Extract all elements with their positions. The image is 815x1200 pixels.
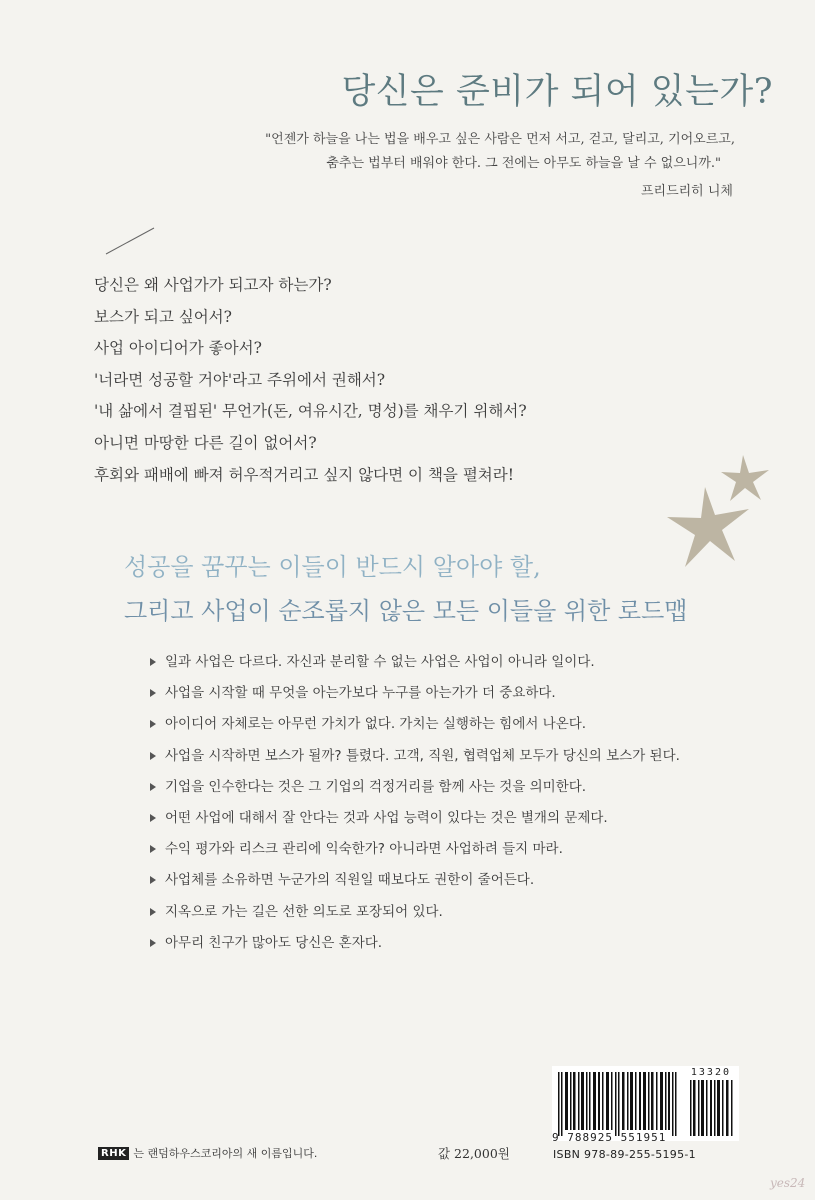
question-item: 후회와 패배에 빠져 허우적거리고 싶지 않다면 이 책을 펼쳐라! xyxy=(94,465,514,484)
small-star-icon xyxy=(721,455,769,501)
quote-line-2: 춤추는 법부터 배워야 한다. 그 전에는 아무도 하늘을 날 수 없으니까." xyxy=(326,156,721,171)
rhk-logo: RHK xyxy=(98,1147,129,1160)
question-list xyxy=(94,270,527,491)
question-item: '너라면 성공할 거야'라고 주위에서 권해서? xyxy=(94,370,386,389)
triangle-bullet-icon xyxy=(150,783,156,791)
quote-line-1: "언젠가 하늘을 나는 법을 배우고 싶은 사람은 먼저 서고, 걷고, 달리고, 기어오르고, xyxy=(265,132,735,147)
triangle-bullet-icon xyxy=(150,814,156,822)
question-item: 보스가 되고 싶어서? xyxy=(94,307,232,326)
triangle-bullet-icon xyxy=(150,689,156,697)
headline-line-1: 성공을 꿈꾸는 이들이 반드시 알아야 할, xyxy=(124,553,541,581)
bullet-item: 사업을 시작할 때 무엇을 아는가보다 누구를 아는가가 더 중요하다. xyxy=(150,678,680,709)
question-item: '내 삶에서 결핍된' 무언가(돈, 여유시간, 명성)를 채우기 위해서? xyxy=(94,402,527,421)
barcode-bars-icon xyxy=(556,1072,686,1136)
page-title: 당신은 준비가 되어 있는가? xyxy=(341,72,773,112)
publisher-text: 는 랜덤하우스코리아의 새 이름입니다. xyxy=(133,1147,318,1160)
bullet-item: 어떤 사업에 대해서 잘 안다는 것과 사업 능력이 있다는 것은 별개의 문제다. xyxy=(150,803,680,834)
question-item: 사업 아이디어가 좋아서? xyxy=(94,339,262,358)
price: 값 22,000원 xyxy=(438,1146,510,1161)
bullet-item: 사업을 시작하면 보스가 될까? 틀렸다. 고객, 직원, 협력업체 모두가 당신의 보스가 된다. xyxy=(150,741,680,772)
bullet-item: 사업체를 소유하면 누군가의 직원일 때보다도 권한이 줄어든다. xyxy=(150,865,680,896)
barcode-number: 9 788925 551951 xyxy=(552,1131,667,1144)
bullet-item: 일과 사업은 다르다. 자신과 분리할 수 없는 사업은 사업이 아니라 일이다. xyxy=(150,647,680,678)
watermark: yes24 xyxy=(770,1176,806,1190)
question-item: 당신은 왜 사업가가 되고자 하는가? xyxy=(94,276,332,294)
bullet-item: 아이디어 자체로는 아무런 가치가 없다. 가치는 실행하는 힘에서 나온다. xyxy=(150,709,680,740)
bullet-item: 아무리 친구가 많아도 당신은 혼자다. xyxy=(150,928,680,959)
publisher-note xyxy=(98,1145,317,1161)
addon-barcode-icon xyxy=(689,1080,735,1136)
headline xyxy=(124,545,687,633)
triangle-bullet-icon xyxy=(150,720,156,728)
isbn: ISBN 978-89-255-5195-1 xyxy=(553,1148,696,1161)
barcode xyxy=(552,1066,739,1141)
triangle-bullet-icon xyxy=(150,658,156,666)
nietzsche-quote xyxy=(150,128,735,204)
triangle-bullet-icon xyxy=(150,845,156,853)
addon-number: 13320 xyxy=(690,1067,731,1078)
question-item: 아니면 마땅한 다른 길이 없어서? xyxy=(94,433,317,452)
triangle-bullet-icon xyxy=(150,752,156,760)
triangle-bullet-icon xyxy=(150,908,156,916)
bullet-item: 기업을 인수한다는 것은 그 기업의 걱정거리를 함께 사는 것을 의미한다. xyxy=(150,772,680,803)
quote-author: 프리드리히 니체 xyxy=(640,184,733,199)
bullet-item: 지옥으로 가는 길은 선한 의도로 포장되어 있다. xyxy=(150,897,680,928)
headline-line-2: 그리고 사업이 순조롭지 않은 모든 이들을 위한 로드맵 xyxy=(124,597,688,625)
bullet-item: 수익 평가와 리스크 관리에 익숙한가? 아니라면 사업하려 들지 마라. xyxy=(150,834,680,865)
triangle-bullet-icon xyxy=(150,876,156,884)
triangle-bullet-icon xyxy=(150,939,156,947)
bullet-list xyxy=(150,647,680,959)
decorative-slash-icon xyxy=(104,226,156,256)
